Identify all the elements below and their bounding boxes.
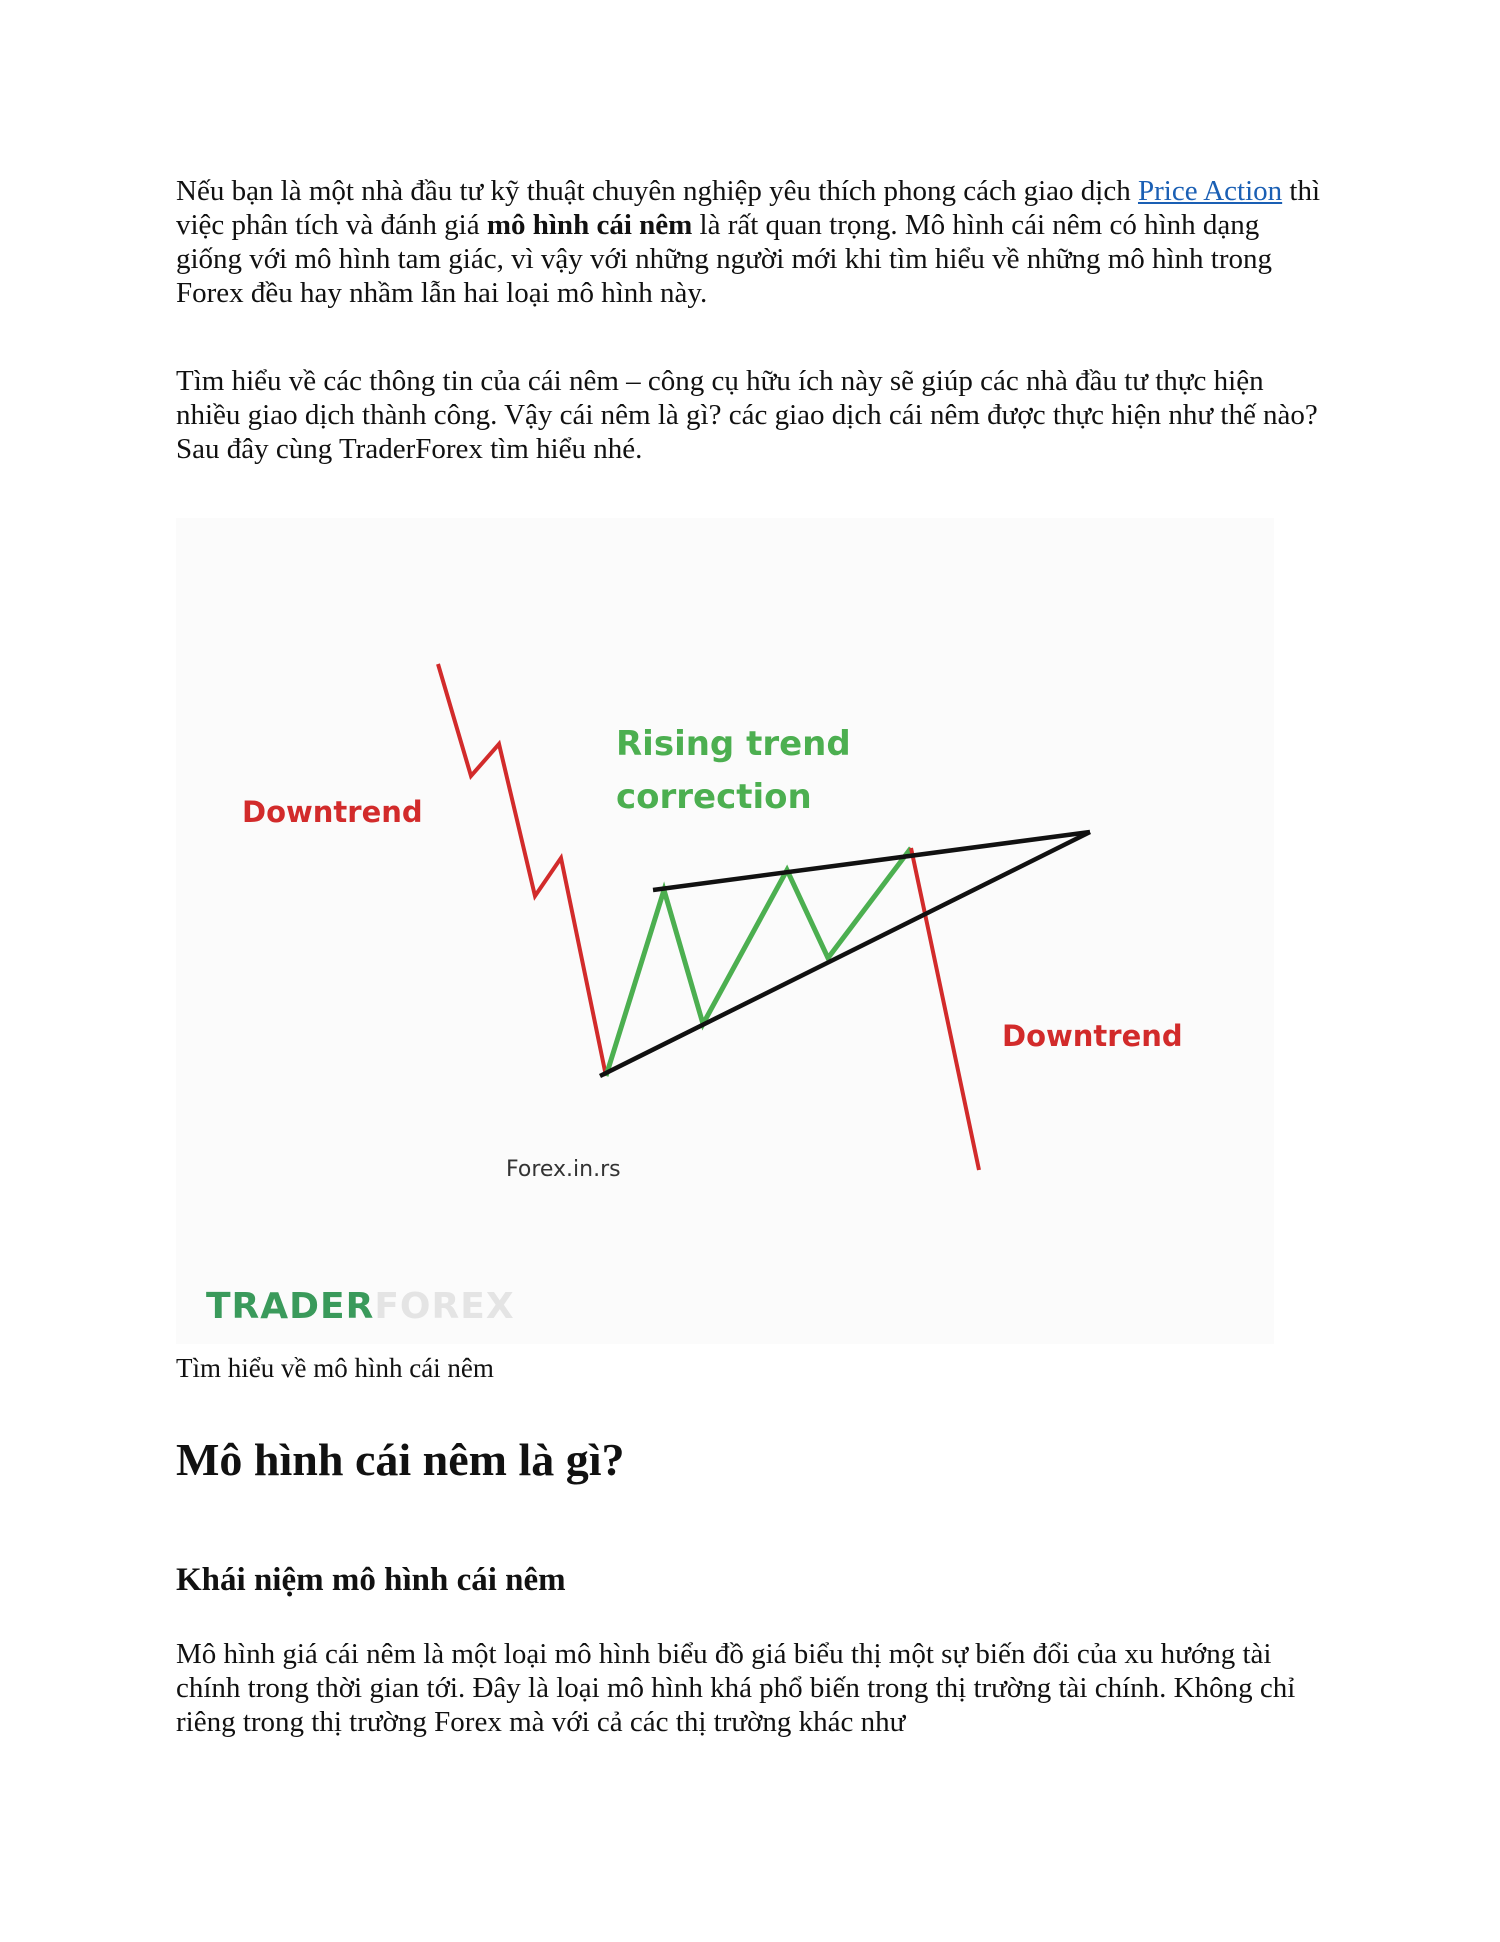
body-paragraph: Mô hình giá cái nêm là một loại mô hình biểu đồ giá biểu thị một sự biến đổi của xu hướng tài chính trong thời gian tới. Đây là loại mô hình khá phổ biến trong thị trường tài chính. Không chỉ riêng trong thị trường Forex mà với cả các thị trường khác như (176, 1638, 1296, 1738)
label-correction: correction (616, 777, 812, 817)
intro-text-3: là rất quan trọng. Mô hình cái nêm có hình dạng giống với mô hình tam giác, vì vậy với những người mới khi tìm hiểu về những mô hình trong Forex đều hay nhầm lẫn hai loại mô hình này. (176, 209, 1273, 309)
watermark-trader: TRADER (206, 1286, 375, 1327)
intro-text-2: thì việc phân tích và đánh giá (176, 175, 1321, 241)
label-downtrend-right: Downtrend (1002, 1019, 1183, 1053)
label-downtrend-left: Downtrend (242, 795, 423, 829)
intro-bold-term: mô hình cái nêm (486, 209, 693, 241)
watermark-forex: FOREX (374, 1286, 515, 1327)
figure-background (176, 518, 1274, 1344)
wedge-diagram (176, 518, 1274, 1344)
intro-paragraph (176, 174, 1326, 310)
subsection-heading: Khái niệm mô hình cái nêm (176, 1562, 566, 1598)
label-rising-trend: Rising trend (616, 724, 851, 764)
traderforex-watermark (206, 1286, 515, 1327)
section-heading: Mô hình cái nêm là gì? (176, 1434, 625, 1485)
wedge-figure (176, 518, 1274, 1344)
price-action-link[interactable]: Price Action (1137, 175, 1283, 207)
figure-caption: Tìm hiểu về mô hình cái nêm (176, 1353, 494, 1383)
figure-source-label: Forex.in.rs (506, 1157, 621, 1182)
intro-text-1: Nếu bạn là một nhà đầu tư kỹ thuật chuyên nghiệp yêu thích phong cách giao dịch (176, 175, 1138, 207)
intro-paragraph-2: Tìm hiểu về các thông tin của cái nêm – công cụ hữu ích này sẽ giúp các nhà đầu tư thực hiện nhiều giao dịch thành công. Vậy cái nêm là gì? các giao dịch cái nêm được thực hiện như thế nào? Sau đây cùng TraderForex tìm hiểu nhé. (176, 365, 1318, 465)
